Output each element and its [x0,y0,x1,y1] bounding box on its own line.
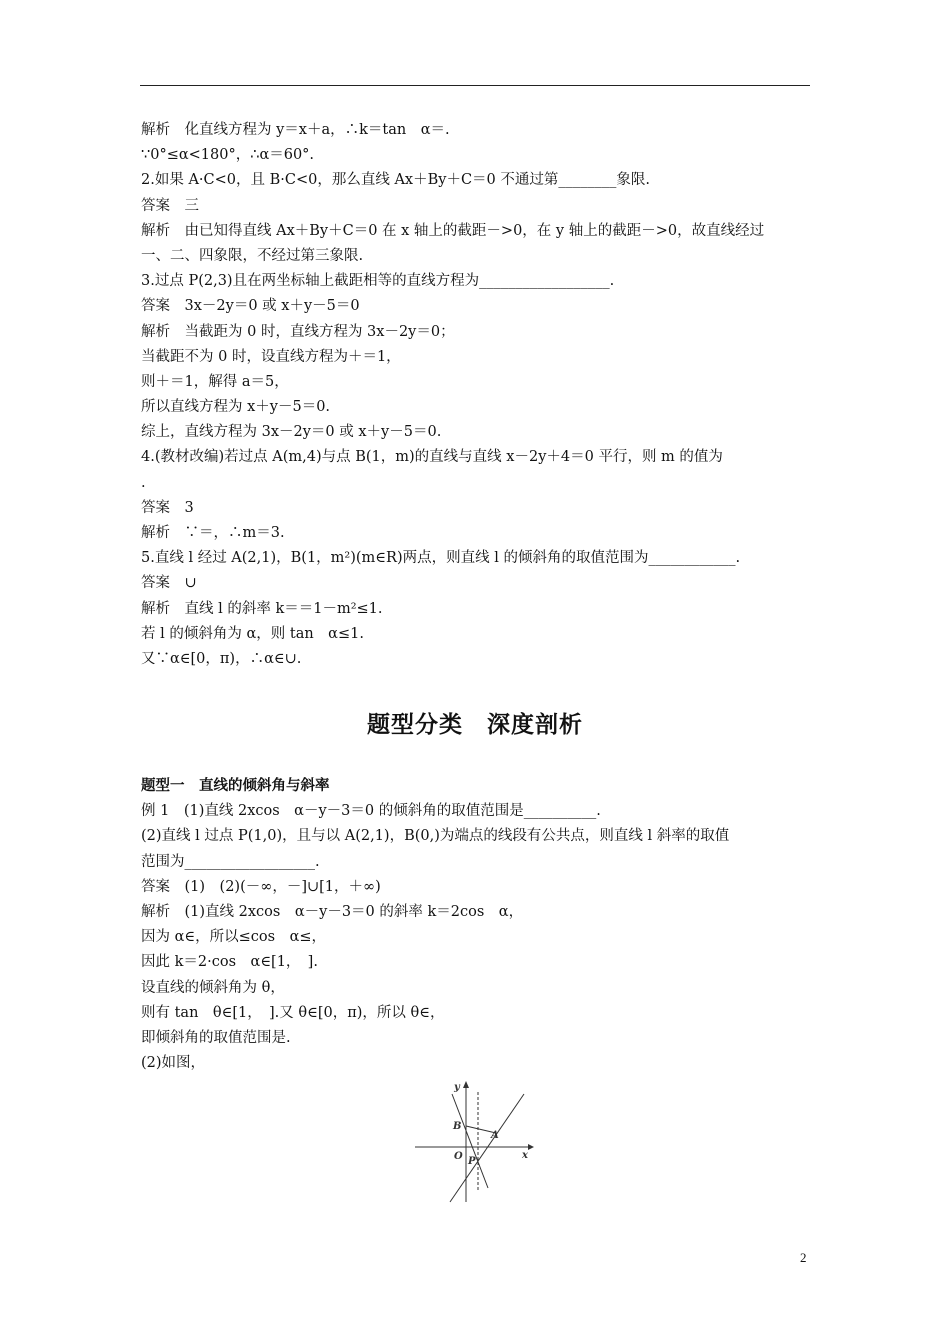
origin-label: O [454,1151,463,1162]
point-b-label: B [453,1121,462,1132]
point-p-label: P [468,1156,476,1167]
text-line: (2)如图， [141,1055,206,1072]
text-line: 2.如果 A·C<0，且 B·C<0，那么直线 Ax＋By＋C＝0 不通过第________象限. [141,172,650,189]
text-line: 答案 (1) (2)(－∞，－]∪[1，＋∞) [141,878,381,895]
text-line: 则＋＝1，解得 a＝5， [141,373,289,390]
text-line: 解析 化直线方程为 y＝x＋a，∴k＝tan α＝. [141,122,450,138]
text-line: 解析 由已知得直线 Ax＋By＋C＝0 在 x 轴上的截距－>0，在 y 轴上的截距－>0，故直线经过 [141,222,765,239]
x-axis-label: x [522,1150,528,1161]
text-line: 则有 tan θ∈[1， ].又 θ∈[0，π)，所以 θ∈， [141,1004,445,1021]
text-line: 解析 (1)直线 2xcos α－y－3＝0 的斜率 k＝2cos α， [141,903,524,920]
text-line: 5.直线 l 经过 A(2,1)，B(1，m²)(m∈R)两点，则直线 l 的倾斜角的取值范围为____________. [141,550,741,567]
text-line: . [141,474,146,491]
text-line: 范围为__________________. [141,853,320,870]
text-line: 例 1 (1)直线 2xcos α－y－3＝0 的倾斜角的取值范围是__________. [141,803,601,820]
x-axis-arrow [528,1144,534,1150]
text-line: (2)直线 l 过点 P(1,0)，且与以 A(2,1)，B(0,)为端点的线段有公共点，则直线 l 斜率的取值 [141,828,730,845]
section-heading: 题型分类 深度剖析 [367,712,583,738]
subheading: 题型一 直线的倾斜角与斜率 [141,778,330,794]
point-a-label: A [491,1130,499,1141]
text-line: 4.(教材改编)若过点 A(m,4)与点 B(1，m)的直线与直线 x－2y＋4＝0 平行，则 m 的值为 [141,449,723,466]
text-line: 答案 ∪ [141,575,197,592]
text-line: 答案 3 [141,499,194,516]
text-line: 所以直线方程为 x＋y－5＝0. [141,399,331,416]
text-line: 解析 当截距为 0 时，直线方程为 3x－2y＝0； [141,323,455,340]
text-line: 若 l 的倾斜角为 α，则 tan α≤1. [141,625,364,642]
text-line: 解析 直线 l 的斜率 k＝＝1－m²≤1. [141,600,383,617]
header-rule [140,85,810,86]
coordinate-figure [410,1080,540,1205]
text-line: 因此 k＝2·cos α∈[1， ]. [141,954,318,971]
text-line: 3.过点 P(2,3)且在两坐标轴上截距相等的直线方程为__________________. [141,273,615,290]
text-line: 解析 ∵＝，∴m＝3. [141,525,285,541]
y-axis-arrow [463,1081,469,1088]
text-line: 设直线的倾斜角为 θ， [141,979,285,996]
section-one [141,118,811,672]
text-line: 综上，直线方程为 3x－2y＝0 或 x＋y－5＝0. [141,424,442,441]
line-pb [452,1094,488,1188]
text-line: 一、二、四象限，不经过第三象限. [141,247,364,264]
text-line: 因为 α∈，所以≤cos α≤， [141,929,327,946]
text-line: 当截距不为 0 时，设直线方程为＋＝1， [141,348,401,365]
text-line: 又∵α∈[0，π)，∴α∈∪. [141,650,302,667]
section-two [141,774,811,1076]
page-number: 2 [800,1250,807,1265]
y-axis-label: y [454,1082,460,1093]
text-line: ∵0°≤α<180°，∴α＝60°. [141,147,315,164]
text-line: 即倾斜角的取值范围是. [141,1029,291,1046]
text-line: 答案 3x－2y＝0 或 x＋y－5＝0 [141,298,360,315]
text-line: 答案 三 [141,197,199,214]
